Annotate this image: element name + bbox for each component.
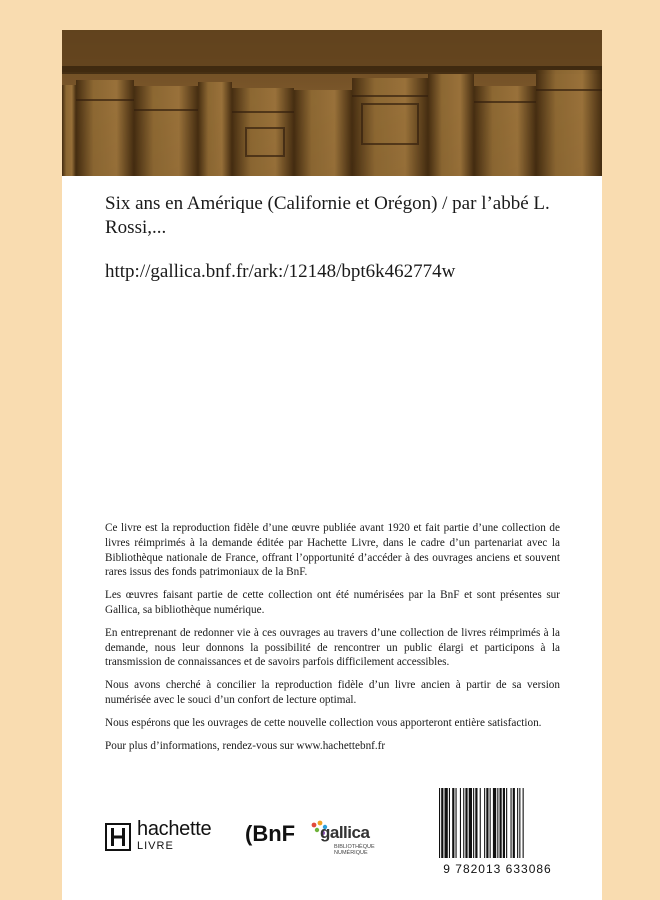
barcode-bar: [513, 788, 515, 858]
book-spines-image: [62, 30, 602, 176]
notice-paragraph: Pour plus d’informations, rendez-vous sur www.hachettebnf.fr: [105, 739, 386, 752]
book-title: Six ans en Amérique (Californie et Orégon) / par l’abbé L. Rossi,...: [105, 193, 550, 238]
publisher-logos: [105, 819, 405, 859]
barcode-bar: [511, 788, 512, 858]
barcode-bar: [463, 788, 464, 858]
hachette-livre-logo: [105, 819, 235, 855]
notice-paragraph: Nous espérons que les ouvrages de cette nouvelle collection vous apporteront entière satisfaction.: [105, 716, 542, 729]
barcode-bar: [484, 788, 485, 858]
barcode-bar: [475, 788, 477, 858]
notice-paragraph: Nous avons cherché à concilier la reproduction fidèle d’un livre ancien à partir de sa version numérisée avec le souci d’un confort de lecture optimal.: [105, 679, 560, 706]
hachette-livre-label: LIVRE: [137, 840, 174, 852]
barcode-bar: [452, 788, 454, 858]
barcode-bar: [506, 788, 507, 858]
barcode-bar: [490, 788, 491, 858]
barcode-bar: [460, 788, 461, 858]
barcode-bars: [435, 784, 560, 862]
barcode-bar: [469, 788, 472, 858]
barcode-bar: [456, 788, 457, 858]
hachette-h-icon: [105, 823, 131, 851]
gallica-url: http://gallica.bnf.fr/ark:/12148/bpt6k462774w: [105, 261, 456, 282]
barcode-bar: [503, 788, 505, 858]
notice-paragraph: Les œuvres faisant partie de cette collection ont été numérisées par la BnF et sont présentes sur Gallica, sa bibliothèque numérique.: [105, 589, 560, 616]
isbn-digits: 9 782013 633086: [443, 862, 552, 876]
barcode-bar: [500, 788, 502, 858]
book-spines-banner: [62, 30, 602, 176]
gallica-logo: [308, 819, 388, 859]
bnf-logo: (BnF: [245, 821, 296, 846]
gallica-sublabel: BIBLIOTHÈQUE NUMÉRIQUE: [334, 844, 375, 856]
barcode-bar: [439, 788, 440, 858]
isbn-barcode: [435, 784, 560, 884]
barcode-bar: [523, 788, 524, 858]
barcode-bar: [473, 788, 474, 858]
notice-paragraph: En entreprenant de redonner vie à ces ouvrages au travers d’une collection de livres réimprimés à la demande, nous leur donnons la possibilité de rencontrer un public élargi et participons à la transmission de connaissances et de savoirs parfois difficilement accessibles.: [105, 626, 560, 669]
barcode-bar: [493, 788, 496, 858]
back-cover: [62, 30, 602, 900]
collection-notice: [105, 521, 560, 761]
barcode-bar: [465, 788, 467, 858]
gallica-wordmark: gallica: [320, 823, 370, 842]
barcode-bar: [441, 788, 443, 858]
barcode-bar: [517, 788, 518, 858]
barcode-bar: [486, 788, 488, 858]
barcode-bar: [497, 788, 498, 858]
notice-paragraph: Ce livre est la reproduction fidèle d’une œuvre publiée avant 1920 et fait partie d’une collection de livres réimprimés à la demande éditée par Hachette Livre, dans le cadre d’un partenariat avec la Bibliothèque nationale de France, offrant l’opportunité d’accéder à des ouvrages anciens et souvent rares issus des fonds patrimoniaux de la BnF.: [105, 522, 560, 579]
barcode-bar: [449, 788, 450, 858]
barcode-bar: [480, 788, 481, 858]
barcode-bar: [445, 788, 448, 858]
barcode-bar: [519, 788, 520, 858]
hachette-wordmark: hachette: [137, 818, 212, 840]
